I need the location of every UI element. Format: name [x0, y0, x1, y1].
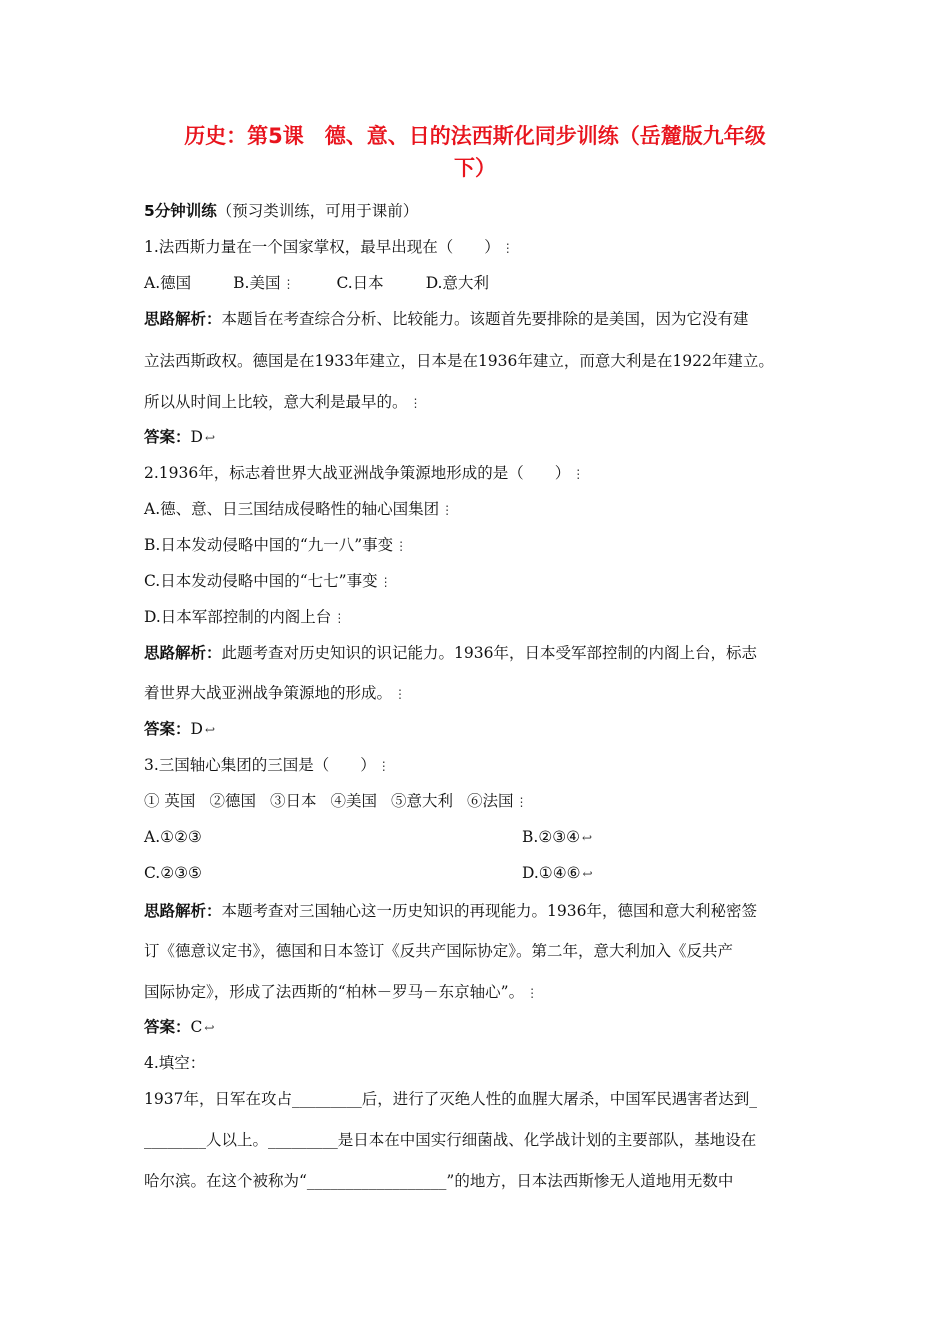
q1-answer-label: 答案： — [144, 428, 191, 446]
return-mark-icon: ↩ — [204, 723, 216, 737]
paragraph-mark-icon: ⋮ — [282, 277, 295, 291]
q3-item-1: ① 英国 — [144, 792, 196, 810]
q2-analysis-text-2: 着世界大战亚洲战争策源地的形成。 — [144, 684, 393, 702]
q3-item-2: ②德国 — [209, 792, 256, 810]
q3-analysis-line-3 — [144, 981, 824, 1004]
q1-analysis-line-3 — [144, 391, 824, 414]
q1-option-c: C.日本 — [336, 274, 384, 292]
q3-analysis-text-1: 本题考查对三国轴心这一历史知识的再现能力。1936年，德国和意大利秘密签 — [221, 902, 757, 920]
return-mark-icon: ↩ — [204, 1021, 215, 1035]
q2-answer-label: 答案： — [144, 720, 191, 738]
q3-answer-value: C — [190, 1018, 203, 1036]
q1-analysis-text-3: 所以从时间上比较，意大利是最早的。 — [144, 393, 408, 411]
q3-analysis-line-1 — [144, 900, 824, 922]
q4-line-3: 哈尔滨。在这个被称为“__________________”的地方，日本法西斯惨无人道地用无数中 — [144, 1172, 734, 1190]
q2-option-a — [144, 498, 824, 521]
q1-option-a: A.德国 — [144, 274, 192, 292]
q2-stem — [144, 462, 824, 485]
q4-line-2: ________人以上。_________是日本在中国实行细菌战、化学战计划的主要部队，基地设在 — [144, 1131, 757, 1149]
section-note: （预习类训练，可用于课前） — [216, 202, 419, 220]
q3-item-5: ⑤意大利 — [390, 792, 453, 810]
q1-analysis-line-1 — [144, 308, 824, 330]
q1-option-b: B.美国 — [233, 274, 281, 292]
paragraph-mark-icon: ⋮ — [409, 396, 422, 410]
q1-option-d: D.意大利 — [425, 274, 489, 292]
q4-stem: 4.填空： — [144, 1054, 206, 1072]
q2-stem-text: 2.1936年，标志着世界大战亚洲战争策源地形成的是（ ） — [144, 464, 571, 482]
q2-option-c — [144, 570, 824, 593]
return-mark-icon: ↩ — [582, 831, 593, 845]
q3-items — [144, 790, 824, 813]
q3-stem-text: 3.三国轴心集团的三国是（ ） — [144, 756, 376, 774]
q1-analysis-label: 思路解析： — [144, 310, 222, 328]
q3-analysis-text-3: 国际协定》，形成了法西斯的“柏林－罗马－东京轴心”。 — [144, 983, 525, 1001]
q3-option-a: A.①②③ — [144, 828, 202, 846]
q2-answer-value: D — [190, 720, 203, 738]
q3-item-6: ⑥法国 — [467, 792, 514, 810]
q2-analysis-label: 思路解析： — [144, 644, 222, 662]
q3-answer-label: 答案： — [144, 1018, 191, 1036]
q2-analysis-line-1 — [144, 642, 824, 664]
q3-analysis-label: 思路解析： — [144, 902, 222, 920]
q2-analysis-text-1: 此题考查对历史知识的识记能力。1936年，日本受军部控制的内阁上台，标志 — [221, 644, 757, 662]
q3-option-d: D.①④⑥ — [522, 864, 581, 882]
q3-options-row-1 — [144, 826, 824, 848]
q3-answer — [144, 1016, 824, 1039]
title-line-2: 下） — [454, 156, 496, 180]
q3-item-3: ③日本 — [269, 792, 317, 810]
paragraph-mark-icon: ⋮ — [572, 467, 585, 481]
q1-stem — [144, 236, 824, 259]
q4-line-1: 1937年，日军在攻占_________后，进行了灭绝人性的血腥大屠杀，中国军民遇害者达到_ — [144, 1090, 757, 1108]
q1-options — [144, 272, 824, 295]
paragraph-mark-icon: ⋮ — [377, 759, 390, 773]
q2-option-d-text: D.日本军部控制的内阁上台 — [144, 608, 332, 626]
q1-analysis-text-1: 本题旨在考查综合分析、比较能力。该题首先要排除的是美国，因为它没有建 — [221, 310, 749, 328]
q2-option-c-text: C.日本发动侵略中国的“七七”事变 — [144, 572, 378, 590]
q2-option-b — [144, 534, 824, 557]
paragraph-mark-icon: ⋮ — [515, 795, 528, 809]
q3-option-b: B.②③④ — [522, 828, 581, 846]
q2-option-d — [144, 606, 824, 629]
paragraph-mark-icon: ⋮ — [395, 539, 408, 553]
title-line-1: 历史：第5课 德、意、日的法西斯化同步训练（岳麓版九年级 — [184, 124, 766, 148]
paragraph-mark-icon: ⋮ — [441, 503, 454, 517]
section-header — [144, 200, 824, 222]
q2-option-a-text: A.德、意、日三国结成侵略性的轴心国集团 — [144, 500, 440, 518]
paragraph-mark-icon: ⋮ — [526, 986, 539, 1000]
q3-option-b-wrap — [522, 826, 592, 849]
q2-option-b-text: B.日本发动侵略中国的“九一八”事变 — [144, 536, 394, 554]
section-heading: 5分钟训练 — [144, 202, 217, 220]
q3-item-4: ④美国 — [330, 792, 377, 810]
q1-stem-text: 1.法西斯力量在一个国家掌权，最早出现在（ ） — [144, 238, 500, 256]
paragraph-mark-icon: ⋮ — [379, 575, 392, 589]
q2-analysis-line-2 — [144, 682, 824, 705]
paragraph-mark-icon: ⋮ — [394, 687, 407, 701]
q2-answer — [144, 718, 824, 741]
return-mark-icon: ↩ — [582, 867, 593, 881]
q1-answer — [144, 426, 824, 449]
q1-answer-value: D — [190, 428, 203, 446]
paragraph-mark-icon: ⋮ — [333, 611, 346, 625]
q1-analysis-line-2: 立法西斯政权。德国是在1933年建立，日本是在1936年建立，而意大利是在1922年建立。 — [144, 352, 774, 370]
q3-stem — [144, 754, 824, 777]
q3-options-row-2 — [144, 862, 824, 884]
q3-option-d-wrap — [522, 862, 593, 885]
q3-option-c: C.②③⑤ — [144, 864, 202, 882]
document-title — [150, 120, 800, 184]
paragraph-mark-icon: ⋮ — [501, 241, 514, 255]
return-mark-icon: ↩ — [204, 431, 216, 445]
q3-analysis-line-2: 订《德意议定书》，德国和日本签订《反共产国际协定》。第二年，意大利加入《反共产 — [144, 942, 734, 960]
